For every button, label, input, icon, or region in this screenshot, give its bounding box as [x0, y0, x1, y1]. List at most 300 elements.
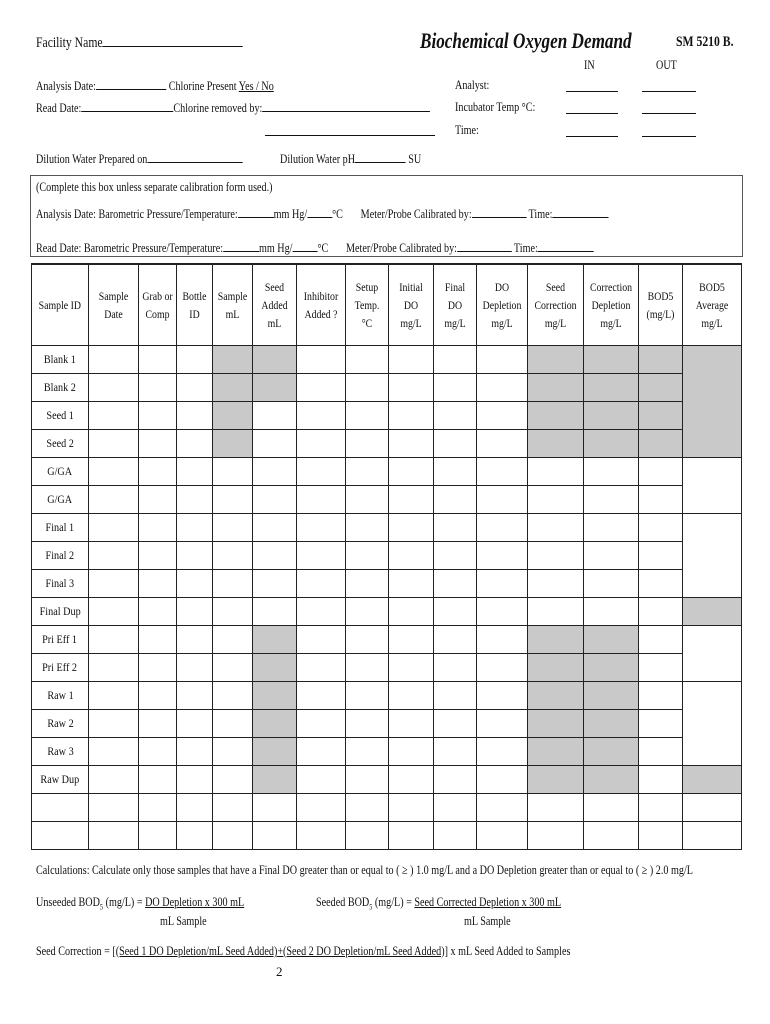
data-cell[interactable]: [89, 738, 139, 766]
data-cell[interactable]: [434, 738, 477, 766]
data-cell[interactable]: [253, 486, 297, 514]
data-cell[interactable]: [253, 598, 297, 626]
data-cell: [584, 654, 639, 682]
data-cell[interactable]: [297, 542, 346, 570]
data-cell[interactable]: [139, 710, 177, 738]
data-cell[interactable]: [477, 738, 528, 766]
data-cell[interactable]: [389, 514, 434, 542]
calibration-note: (Complete this box unless separate calibration form used.): [36, 179, 273, 194]
data-cell[interactable]: [213, 570, 253, 598]
data-cell[interactable]: [639, 542, 683, 570]
seeded-formula: Seeded $BOD_5$ (mg/L) = Seed Corrected Depletion x 300 mL: [316, 894, 562, 912]
data-cell[interactable]: [346, 402, 389, 430]
data-cell: [528, 654, 584, 682]
data-cell[interactable]: [297, 486, 346, 514]
data-cell[interactable]: [477, 514, 528, 542]
data-cell[interactable]: [477, 682, 528, 710]
data-cell[interactable]: [213, 542, 253, 570]
data-cell[interactable]: [346, 738, 389, 766]
data-cell: [683, 598, 742, 626]
data-cell[interactable]: [139, 598, 177, 626]
data-cell[interactable]: [346, 430, 389, 458]
data-cell[interactable]: [297, 682, 346, 710]
sample-id-label: Seed 1: [46, 408, 74, 422]
analyst-out-blank[interactable]: [642, 91, 696, 92]
in-label: IN: [584, 57, 595, 72]
data-cell[interactable]: [89, 486, 139, 514]
table-row: [32, 570, 742, 598]
unseeded-formula: Unseeded $BOD_5$ (mg/L) = DO Depletion x 300 mL: [36, 894, 245, 912]
data-cell[interactable]: [477, 654, 528, 682]
data-cell: [253, 682, 297, 710]
data-cell: [253, 374, 297, 402]
read-date-blank[interactable]: [81, 99, 173, 112]
data-cell[interactable]: [297, 458, 346, 486]
data-cell[interactable]: [213, 738, 253, 766]
sample-id-label: Seed 2: [46, 436, 74, 450]
data-cell[interactable]: [89, 794, 139, 822]
data-cell[interactable]: [89, 430, 139, 458]
data-cell: [528, 402, 584, 430]
data-cell[interactable]: [177, 682, 213, 710]
data-cell[interactable]: [213, 654, 253, 682]
analyst-in-blank[interactable]: [566, 91, 618, 92]
data-cell[interactable]: [297, 514, 346, 542]
data-cell[interactable]: [434, 626, 477, 654]
meter-calibrated-label: Meter/Probe Calibrated by:: [360, 206, 472, 221]
chlorine-removed-blank[interactable]: [262, 99, 430, 112]
data-cell: [683, 346, 742, 458]
data-cell: [584, 682, 639, 710]
sample-id-label: Blank 2: [43, 380, 77, 394]
data-cell[interactable]: [346, 654, 389, 682]
table-row: [32, 626, 742, 654]
data-cell[interactable]: [139, 738, 177, 766]
data-cell[interactable]: [346, 682, 389, 710]
data-cell[interactable]: [177, 794, 213, 822]
data-cell[interactable]: [139, 626, 177, 654]
data-cell[interactable]: [639, 682, 683, 710]
data-cell[interactable]: [639, 710, 683, 738]
data-cell[interactable]: [434, 710, 477, 738]
data-cell[interactable]: [434, 374, 477, 402]
chlorine-present-options[interactable]: Yes / No: [238, 78, 274, 93]
data-cell[interactable]: [346, 822, 389, 850]
data-cell[interactable]: [177, 738, 213, 766]
data-cell[interactable]: [177, 458, 213, 486]
data-cell[interactable]: [389, 766, 434, 794]
data-cell[interactable]: [434, 542, 477, 570]
data-cell[interactable]: [434, 402, 477, 430]
data-cell[interactable]: [213, 598, 253, 626]
data-cell[interactable]: [434, 598, 477, 626]
data-cell[interactable]: [297, 570, 346, 598]
data-cell[interactable]: [389, 738, 434, 766]
data-cell[interactable]: [89, 346, 139, 374]
data-cell[interactable]: [584, 598, 639, 626]
data-cell[interactable]: [139, 654, 177, 682]
data-cell[interactable]: [389, 542, 434, 570]
data-cell[interactable]: [297, 346, 346, 374]
data-cell[interactable]: [389, 458, 434, 486]
sample-id-label: Pri Eff 2: [42, 660, 78, 674]
data-cell[interactable]: [139, 822, 177, 850]
data-cell[interactable]: [639, 822, 683, 850]
celsius-unit: °C: [332, 206, 343, 221]
data-cell[interactable]: [639, 598, 683, 626]
seed-correction-formula: Seed Correction = [(Seed 1 DO Depletion/mL Seed Added)+(Seed 2 DO Depletion/mL Seed Added)] x mL Seed Added to Samples: [36, 943, 571, 958]
data-cell[interactable]: [477, 374, 528, 402]
data-cell[interactable]: [297, 654, 346, 682]
data-cell[interactable]: [139, 346, 177, 374]
data-cell[interactable]: [639, 766, 683, 794]
data-cell[interactable]: [434, 570, 477, 598]
data-cell[interactable]: [584, 458, 639, 486]
data-cell[interactable]: [584, 514, 639, 542]
sample-id-label: Final Dup: [39, 604, 81, 618]
data-cell[interactable]: [297, 402, 346, 430]
data-cell[interactable]: [346, 570, 389, 598]
dilution-prepared-blank[interactable]: [147, 150, 242, 163]
table-row: [32, 430, 742, 458]
data-cell[interactable]: [389, 570, 434, 598]
chlorine-removed-label: Chlorine removed by:: [173, 100, 263, 115]
data-cell[interactable]: [477, 570, 528, 598]
data-cell: [528, 430, 584, 458]
data-cell[interactable]: [477, 766, 528, 794]
data-cell[interactable]: [346, 626, 389, 654]
data-cell[interactable]: [346, 766, 389, 794]
data-cell[interactable]: [477, 598, 528, 626]
data-cell[interactable]: [434, 486, 477, 514]
data-cell[interactable]: [434, 458, 477, 486]
analysis-pressure-blank[interactable]: [238, 205, 274, 218]
incubator-label: Incubator Temp °C:: [455, 99, 536, 114]
data-cell[interactable]: [584, 822, 639, 850]
data-cell[interactable]: [389, 626, 434, 654]
read-baro-label: Read Date: Barometric Pressure/Temperature:: [36, 240, 224, 255]
data-cell[interactable]: [89, 710, 139, 738]
data-cell[interactable]: [528, 486, 584, 514]
data-cell[interactable]: [434, 514, 477, 542]
data-cell[interactable]: [297, 598, 346, 626]
data-cell[interactable]: [477, 458, 528, 486]
col-bottle-id: Bottle ID: [177, 264, 213, 346]
col-sample-date: Sample Date: [89, 264, 139, 346]
data-cell[interactable]: [89, 402, 139, 430]
data-cell: [584, 430, 639, 458]
data-cell[interactable]: [253, 542, 297, 570]
data-cell[interactable]: [434, 346, 477, 374]
read-pressure-blank[interactable]: [223, 239, 259, 252]
col-sample-ml: Sample mL: [213, 264, 253, 346]
data-cell[interactable]: [253, 570, 297, 598]
data-cell[interactable]: [177, 598, 213, 626]
data-cell[interactable]: [139, 402, 177, 430]
data-cell[interactable]: [89, 514, 139, 542]
unseeded-denominator: mL Sample: [160, 913, 207, 928]
data-cell[interactable]: [639, 654, 683, 682]
data-cell[interactable]: [89, 598, 139, 626]
data-cell[interactable]: [528, 570, 584, 598]
data-cell[interactable]: [177, 570, 213, 598]
data-cell[interactable]: [177, 626, 213, 654]
data-cell[interactable]: [434, 430, 477, 458]
data-cell[interactable]: [213, 710, 253, 738]
data-cell[interactable]: [683, 822, 742, 850]
data-cell: [253, 710, 297, 738]
chlorine-removed-blank-2[interactable]: [265, 135, 435, 136]
data-cell[interactable]: [528, 542, 584, 570]
col-bod5-average: BOD5 Average mg/L: [683, 264, 742, 346]
data-cell[interactable]: [89, 682, 139, 710]
sample-id-cell[interactable]: [32, 822, 89, 850]
data-cell[interactable]: [213, 794, 253, 822]
data-cell[interactable]: [253, 458, 297, 486]
dilution-ph-row[interactable]: [280, 150, 461, 167]
data-cell[interactable]: [139, 570, 177, 598]
data-cell[interactable]: [434, 822, 477, 850]
data-cell[interactable]: [389, 486, 434, 514]
data-cell[interactable]: [253, 402, 297, 430]
data-cell[interactable]: [346, 346, 389, 374]
table-header-row: [32, 264, 742, 346]
read-temp-blank[interactable]: [292, 239, 317, 252]
data-cell[interactable]: [346, 598, 389, 626]
incubator-in-blank[interactable]: [566, 113, 618, 114]
data-cell[interactable]: [89, 458, 139, 486]
data-cell[interactable]: [139, 486, 177, 514]
analysis-temp-blank[interactable]: [307, 205, 332, 218]
data-cell[interactable]: [346, 542, 389, 570]
data-cell[interactable]: [253, 794, 297, 822]
data-cell[interactable]: [213, 626, 253, 654]
data-cell[interactable]: [434, 794, 477, 822]
data-cell[interactable]: [389, 430, 434, 458]
su-label: SU: [408, 151, 422, 166]
table-row: [32, 794, 742, 822]
data-cell[interactable]: [639, 570, 683, 598]
data-cell[interactable]: [297, 430, 346, 458]
data-cell[interactable]: [389, 654, 434, 682]
data-cell[interactable]: [683, 682, 742, 766]
data-cell[interactable]: [346, 514, 389, 542]
data-cell[interactable]: [389, 402, 434, 430]
data-cell[interactable]: [389, 374, 434, 402]
data-cell[interactable]: [683, 626, 742, 682]
mmhg-unit: mm Hg/: [258, 240, 293, 255]
data-cell[interactable]: [389, 822, 434, 850]
data-cell[interactable]: [139, 374, 177, 402]
data-cell[interactable]: [139, 766, 177, 794]
table-row: [32, 654, 742, 682]
data-cell[interactable]: [477, 542, 528, 570]
data-cell[interactable]: [639, 626, 683, 654]
data-cell[interactable]: [346, 794, 389, 822]
data-cell[interactable]: [213, 458, 253, 486]
sample-id-cell: [32, 682, 89, 710]
data-cell[interactable]: [584, 542, 639, 570]
sample-id-cell: [32, 542, 89, 570]
data-cell: [528, 682, 584, 710]
sample-id-cell: [32, 766, 89, 794]
calibration-time-label: Time:: [513, 240, 538, 255]
data-cell: [584, 710, 639, 738]
dilution-row[interactable]: [36, 150, 301, 167]
data-cell[interactable]: [389, 710, 434, 738]
data-cell[interactable]: [528, 514, 584, 542]
data-cell[interactable]: [477, 710, 528, 738]
data-cell[interactable]: [89, 654, 139, 682]
data-cell[interactable]: [477, 486, 528, 514]
sample-id-label: G/GA: [47, 492, 73, 506]
data-cell: [584, 738, 639, 766]
analysis-date-label: Analysis Date:: [36, 78, 96, 93]
data-cell[interactable]: [346, 486, 389, 514]
data-cell[interactable]: [177, 486, 213, 514]
analysis-date-blank[interactable]: [96, 77, 166, 90]
data-cell[interactable]: [477, 402, 528, 430]
data-cell[interactable]: [297, 374, 346, 402]
data-cell[interactable]: [346, 458, 389, 486]
data-cell[interactable]: [528, 794, 584, 822]
table-row: [32, 486, 742, 514]
data-cell[interactable]: [213, 514, 253, 542]
data-cell[interactable]: [89, 542, 139, 570]
data-cell[interactable]: [477, 346, 528, 374]
sample-id-cell: [32, 458, 89, 486]
col-seed-correction: Seed Correction mg/L: [528, 264, 584, 346]
calibration-read-row[interactable]: [36, 239, 751, 256]
data-cell[interactable]: [177, 542, 213, 570]
read-meter-blank[interactable]: [457, 239, 512, 252]
analysis-time-blank[interactable]: [552, 205, 608, 218]
incubator-out-blank[interactable]: [642, 113, 696, 114]
data-cell[interactable]: [89, 626, 139, 654]
data-cell[interactable]: [253, 430, 297, 458]
data-cell: [584, 374, 639, 402]
data-cell[interactable]: [253, 822, 297, 850]
dilution-ph-blank[interactable]: [355, 150, 406, 163]
data-cell[interactable]: [89, 822, 139, 850]
data-cell[interactable]: [139, 682, 177, 710]
data-cell[interactable]: [389, 682, 434, 710]
data-cell[interactable]: [253, 514, 297, 542]
data-cell[interactable]: [89, 570, 139, 598]
data-cell[interactable]: [297, 626, 346, 654]
data-cell[interactable]: [139, 430, 177, 458]
sample-id-cell: [32, 486, 89, 514]
data-cell[interactable]: [528, 458, 584, 486]
data-cell: [584, 766, 639, 794]
data-cell[interactable]: [477, 430, 528, 458]
data-cell[interactable]: [177, 766, 213, 794]
data-cell[interactable]: [213, 682, 253, 710]
data-cell[interactable]: [584, 570, 639, 598]
data-cell[interactable]: [139, 794, 177, 822]
data-cell: [253, 766, 297, 794]
data-cell: [683, 766, 742, 794]
data-cell[interactable]: [177, 430, 213, 458]
time-out-blank[interactable]: [642, 136, 696, 137]
data-cell[interactable]: [89, 766, 139, 794]
col-do-depletion: DO Depletion mg/L: [477, 264, 528, 346]
calibration-time-label: Time:: [528, 206, 553, 221]
data-cell[interactable]: [177, 710, 213, 738]
data-cell[interactable]: [528, 822, 584, 850]
data-cell[interactable]: [346, 374, 389, 402]
data-cell[interactable]: [177, 822, 213, 850]
table-row: [32, 598, 742, 626]
analysis-date-row[interactable]: [36, 77, 341, 94]
read-time-blank[interactable]: [538, 239, 594, 252]
data-cell[interactable]: [213, 486, 253, 514]
data-cell[interactable]: [177, 346, 213, 374]
time-in-blank[interactable]: [566, 136, 618, 137]
data-cell[interactable]: [639, 486, 683, 514]
data-cell[interactable]: [434, 766, 477, 794]
calibration-analysis-row[interactable]: [36, 205, 770, 222]
data-cell[interactable]: [297, 766, 346, 794]
data-cell[interactable]: [297, 710, 346, 738]
data-cell[interactable]: [477, 794, 528, 822]
time-label: Time:: [455, 122, 479, 137]
sample-id-label: Final 1: [45, 520, 75, 534]
data-cell[interactable]: [213, 822, 253, 850]
data-cell[interactable]: [139, 458, 177, 486]
data-cell[interactable]: [389, 346, 434, 374]
data-cell[interactable]: [177, 374, 213, 402]
data-cell[interactable]: [639, 458, 683, 486]
data-cell[interactable]: [477, 626, 528, 654]
data-cell[interactable]: [213, 766, 253, 794]
data-cell[interactable]: [297, 822, 346, 850]
data-cell[interactable]: [683, 458, 742, 514]
data-cell[interactable]: [528, 598, 584, 626]
data-cell[interactable]: [177, 514, 213, 542]
data-cell[interactable]: [683, 794, 742, 822]
data-cell[interactable]: [477, 822, 528, 850]
sample-id-label: Raw 1: [46, 688, 74, 702]
data-cell[interactable]: [434, 682, 477, 710]
data-cell[interactable]: [639, 738, 683, 766]
facility-name-field[interactable]: [36, 34, 301, 52]
data-cell[interactable]: [139, 514, 177, 542]
data-cell[interactable]: [177, 654, 213, 682]
sample-id-cell[interactable]: [32, 794, 89, 822]
data-cell[interactable]: [639, 794, 683, 822]
sample-id-cell: [32, 430, 89, 458]
data-cell[interactable]: [139, 542, 177, 570]
data-cell[interactable]: [584, 794, 639, 822]
sample-id-label: Raw 2: [46, 716, 74, 730]
data-cell[interactable]: [346, 710, 389, 738]
data-cell[interactable]: [89, 374, 139, 402]
data-cell[interactable]: [389, 598, 434, 626]
data-cell[interactable]: [683, 514, 742, 598]
data-cell[interactable]: [434, 654, 477, 682]
data-cell: [584, 626, 639, 654]
data-cell[interactable]: [584, 486, 639, 514]
analysis-meter-blank[interactable]: [472, 205, 527, 218]
page-number: 2: [276, 964, 283, 979]
table-row: [32, 766, 742, 794]
data-cell[interactable]: [639, 514, 683, 542]
data-cell[interactable]: [297, 738, 346, 766]
data-cell[interactable]: [177, 402, 213, 430]
data-cell[interactable]: [389, 794, 434, 822]
data-cell[interactable]: [297, 794, 346, 822]
